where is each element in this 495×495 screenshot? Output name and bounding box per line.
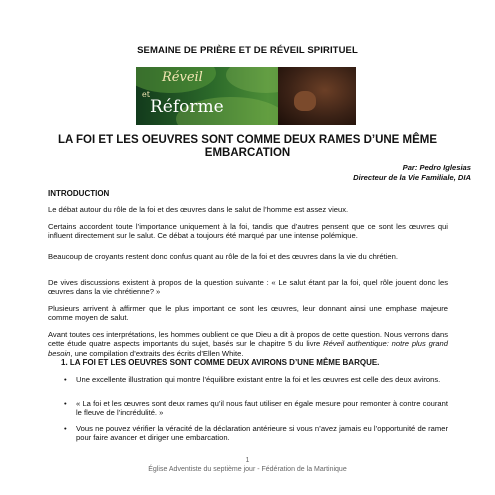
bullet-icon: • <box>64 424 67 433</box>
section-heading-introduction: INTRODUCTION <box>48 189 110 198</box>
paragraph: Le débat autour du rôle de la foi et des œuvres dans le salut de l’homme est assez vieux. <box>48 205 349 214</box>
praying-hands-image <box>294 91 316 111</box>
paragraph: De vives discussions existent à propos de la question suivante : « Le salut étant par la foi, quel rôle jouent donc les œuvres dans la vie chrétienne? » <box>48 278 448 297</box>
banner-word-et: et <box>142 90 150 99</box>
reveil-reforme-banner <box>136 67 356 125</box>
banner-word-reforme: Réforme <box>150 97 224 117</box>
author-role: Directeur de la Vie Familiale, DIA <box>353 173 471 182</box>
document-title: LA FOI ET LES OEUVRES SONT COMME DEUX RAMES D’UNE MÊME EMBARCATION <box>57 134 438 159</box>
list-item <box>64 375 448 384</box>
list-item-text: Une excellente illustration qui montre l’équilibre existant entre la foi et les œuvres est celle des deux avirons. <box>76 375 441 384</box>
paragraph <box>48 330 448 358</box>
paragraph: Beaucoup de croyants restent donc confus quant au rôle de la foi et des œuvres dans la vie du chrétien. <box>48 252 398 261</box>
paragraph-text: Avant toutes ces interprétations, les hommes oublient ce que Dieu a dit à propos de cette question. Nous verrons dans cette étude quatre aspects importants du sujet, basés sur le chapitre 5 du livre <box>48 330 448 349</box>
byline <box>353 163 471 183</box>
praying-woman-image <box>278 67 356 125</box>
list-item-text: « La foi et les œuvres sont deux rames qu’il nous faut utiliser en égale mesure pour remonter à contre courant le fleuve de l’incrédulité. » <box>76 399 448 418</box>
list-item <box>64 424 448 443</box>
author: Par: Pedro Iglesias <box>402 163 471 172</box>
numbered-heading: 1. LA FOI ET LES OEUVRES SONT COMME DEUX AVIRONS D’UNE MÊME BARQUE. <box>61 358 380 367</box>
page-footer <box>0 456 495 474</box>
paragraph: Plusieurs arrivent à affirmer que le plus important ce sont les œuvres, leur donnant ainsi une emphase majeure comme moyen de salut. <box>48 304 448 323</box>
paragraph: Certains accordent toute l’importance uniquement à la foi, tandis que d’autres pensent que ce sont les œuvres qui influent directement sur le salut. Ce débat a toujours été marqué par une intense polémique. <box>48 222 448 241</box>
bullet-icon: • <box>64 399 67 408</box>
banner-word-reveil: Réveil <box>162 70 203 85</box>
list-item-text: Vous ne pouvez vérifier la véracité de la déclaration antérieure si vous n’avez jamais eu l’opportunité de ramer pour faire avancer et diriger une embarcation. <box>76 424 448 443</box>
list-item <box>64 399 448 418</box>
page-number: 1 <box>245 457 250 464</box>
bullet-icon: • <box>64 375 67 384</box>
footer-organization: Église Adventiste du septième jour - Fédération de la Martinique <box>148 466 347 473</box>
page-header: SEMAINE DE PRIÈRE ET DE RÉVEIL SPIRITUEL <box>137 45 358 56</box>
paragraph-text: , une compilation d’extraits des écrits d’Ellen White. <box>70 348 244 358</box>
book-title: Réveil authentique: notre plus grand besoin <box>48 339 448 358</box>
